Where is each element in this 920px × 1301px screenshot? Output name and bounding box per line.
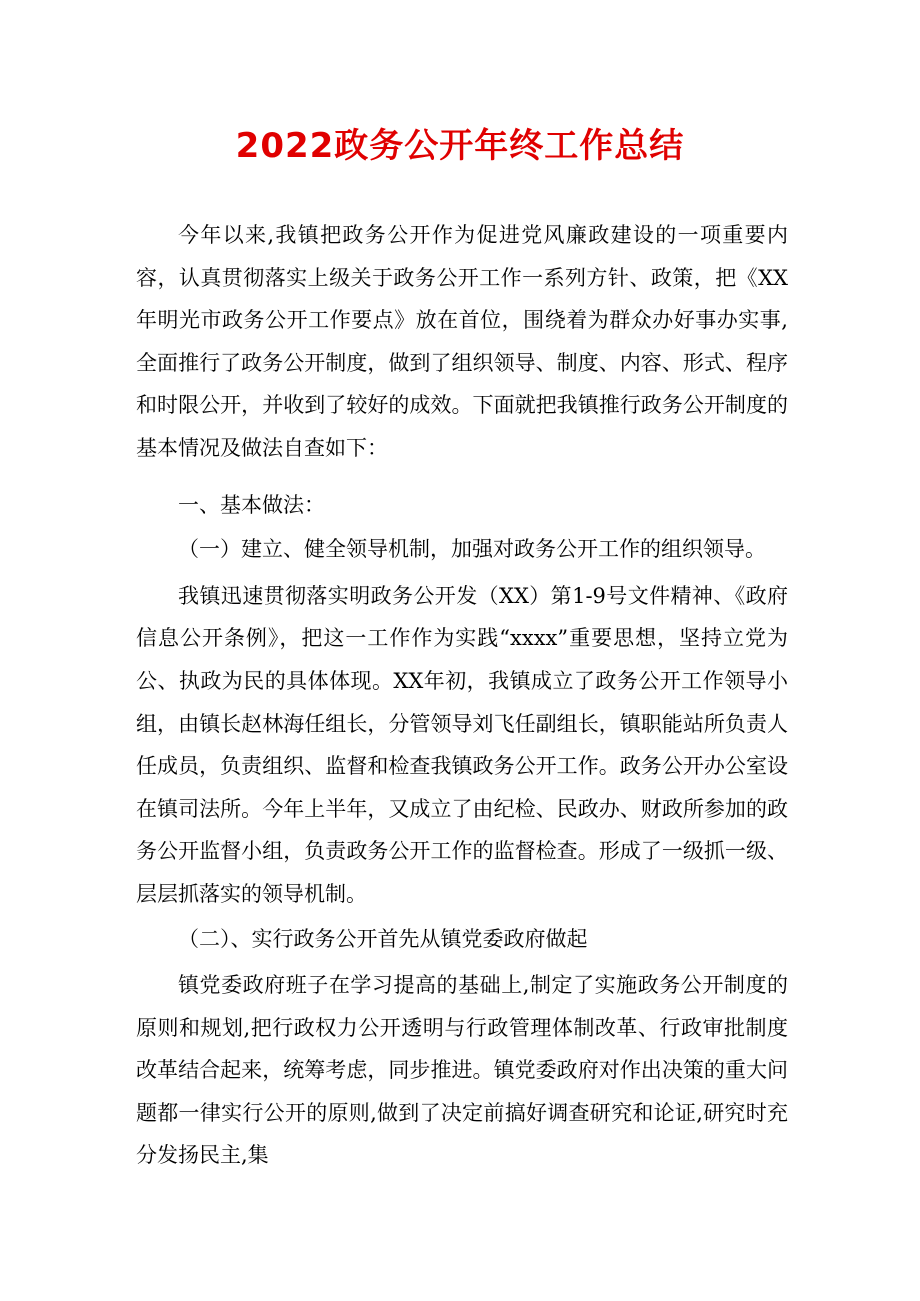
subsection-body-2: 镇党委政府班子在学习提高的基础上,制定了实施政务公开制度的原则和规划,把行政权力公开透明与行政管理体制改革、行政审批制度改革结合起来，统筹考虑，同步推进。镇党委政府对作出决策的重大问题都一律实行公开的原则,做到了决定前搞好调查研究和论证,研究时充分发扬民主,集	[136, 973, 788, 1168]
intro-paragraph: 今年以来,我镇把政务公开作为促进党风廉政建设的一项重要内容，认真贯彻落实上级关于政务公开工作一系列方针、政策，把《XX年明光市政务公开工作要点》放在首位，围绕着为群众办好事办实事,全面推行了政务公开制度，做到了组织领导、制度、内容、形式、程序和时限公开，并收到了较好的成效。下面就把我镇推行政务公开制度的基本情况及做法自查如下：	[136, 223, 788, 460]
document-title: 2022政务公开年终工作总结	[235, 126, 685, 166]
section-heading-basic-practices: 一、基本做法：	[178, 492, 325, 517]
subsection-heading-2: （二）、实行政务公开首先从镇党委政府做起	[178, 926, 588, 951]
subsection-body-1: 我镇迅速贯彻落实明政务公开发（XX）第1-9号文件精神、《政府信息公开条例》，把这一工作作为实践“xxxx”重要思想，坚持立党为公、执政为民的具体体现。XX年初，我镇成立了政务公开工作领导小组，由镇长赵林海任组长，分管领导刘飞任副组长，镇职能站所负责人任成员，负责组织、监督和检查我镇政务公开工作。政务公开办公室设在镇司法所。今年上半年，又成立了由纪检、民政办、财政所参加的政务公开监督小组，负责政务公开工作的监督检查。形成了一级抓一级、层层抓落实的领导机制。	[136, 583, 788, 906]
subsection-heading-1: （一）建立、健全领导机制，加强对政务公开工作的组织领导。	[178, 537, 766, 562]
document-body	[136, 214, 788, 1177]
